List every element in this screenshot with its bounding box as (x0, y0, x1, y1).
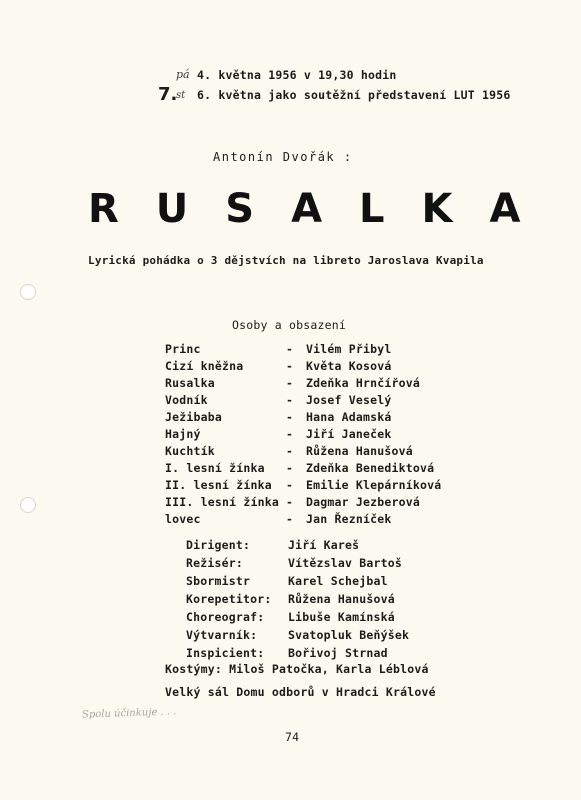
crew-role: Korepetitor: (186, 592, 272, 606)
cast-actor: Zdeňka Benediktová (306, 461, 435, 475)
crew-role: Výtvarník: (186, 628, 258, 642)
cast-role: Cizí kněžna (165, 359, 244, 373)
cast-row (0, 376, 581, 392)
composer-name: Antonín Dvořák : (213, 150, 353, 164)
cast-dash: - (286, 342, 294, 356)
handwritten-day-prefix: pá (176, 68, 190, 81)
crew-name: Bořivoj Strnad (288, 646, 388, 660)
costumes-line: Kostýmy: Miloš Patočka, Karla Léblová (165, 662, 429, 676)
cast-actor: Květa Kosová (306, 359, 392, 373)
page-number: 74 (285, 730, 300, 744)
cast-role: Vodník (165, 393, 208, 407)
cast-row (0, 461, 581, 477)
crew-role: Režisér: (186, 556, 243, 570)
cast-actor: Dagmar Jezberová (306, 495, 420, 509)
opera-title: RUSALKA (88, 186, 558, 232)
cast-role: Rusalka (165, 376, 215, 390)
crew-row (0, 556, 581, 572)
crew-role: Dirigent: (186, 538, 251, 552)
cast-row (0, 427, 581, 443)
crew-name: Jiří Kareš (288, 538, 360, 552)
crew-name: Růžena Hanušová (288, 592, 395, 606)
crew-row (0, 538, 581, 554)
cast-row (0, 495, 581, 511)
cast-row (0, 359, 581, 375)
cast-dash: - (286, 495, 294, 509)
cast-role: Ježibaba (165, 410, 222, 424)
cast-role: lovec (165, 512, 201, 526)
crew-row (0, 610, 581, 626)
crew-role: Choreograf: (186, 610, 265, 624)
crew-name: Karel Schejbal (288, 574, 388, 588)
cast-role: I. lesní žínka (165, 461, 265, 475)
cast-dash: - (286, 427, 294, 441)
performance-date-line-2: 6. května jako soutěžní představení LUT 1956 (197, 88, 511, 102)
cast-dash: - (286, 478, 294, 492)
handwritten-pencil-note: Spolu účinkuje . . . (81, 706, 177, 721)
cast-role: III. lesní žínka (165, 495, 279, 509)
cast-dash: - (286, 410, 294, 424)
cast-role: Princ (165, 342, 201, 356)
venue-line: Velký sál Domu odborů v Hradci Králové (165, 685, 436, 699)
handwritten-day-prefix-2: st (176, 90, 186, 101)
cast-row (0, 410, 581, 426)
cast-row (0, 342, 581, 358)
cast-role: Kuchtík (165, 444, 215, 458)
crew-row (0, 628, 581, 644)
cast-actor: Vilém Přibyl (306, 342, 392, 356)
cast-role: Hajný (165, 427, 201, 441)
cast-dash: - (286, 461, 294, 475)
cast-role: II. lesní žínka (165, 478, 272, 492)
cast-actor: Emilie Klepárníková (306, 478, 442, 492)
cast-dash: - (286, 359, 294, 373)
cast-row (0, 444, 581, 460)
cast-row (0, 393, 581, 409)
crew-row (0, 592, 581, 608)
opera-subtitle: Lyrická pohádka o 3 dějstvích na libreto Jaroslava Kvapila (88, 254, 484, 267)
cast-dash: - (286, 444, 294, 458)
cast-heading: Osoby a obsazení (232, 318, 346, 332)
performance-date-line-1: 4. května 1956 v 19,30 hodin (197, 68, 397, 82)
cast-actor: Josef Veselý (306, 393, 392, 407)
crew-name: Svatopluk Beňýšek (288, 628, 410, 642)
cast-row (0, 478, 581, 494)
cast-actor: Jan Řezníček (306, 512, 392, 526)
cast-dash: - (286, 376, 294, 390)
crew-name: Vítězslav Bartoš (288, 556, 402, 570)
crew-row (0, 574, 581, 590)
cast-actor: Zdeňka Hrnčířová (306, 376, 420, 390)
cast-dash: - (286, 393, 294, 407)
cast-actor: Hana Adamská (306, 410, 392, 424)
punch-hole-top (20, 284, 36, 300)
crew-name: Libuše Kamínská (288, 610, 395, 624)
cast-actor: Růžena Hanušová (306, 444, 413, 458)
cast-dash: - (286, 512, 294, 526)
cast-row (0, 512, 581, 528)
cast-actor: Jiří Janeček (306, 427, 392, 441)
crew-row (0, 646, 581, 662)
handwritten-number-7: 7. (158, 84, 178, 105)
crew-role: Inspicient: (186, 646, 265, 660)
crew-role: Sbormistr (186, 574, 251, 588)
